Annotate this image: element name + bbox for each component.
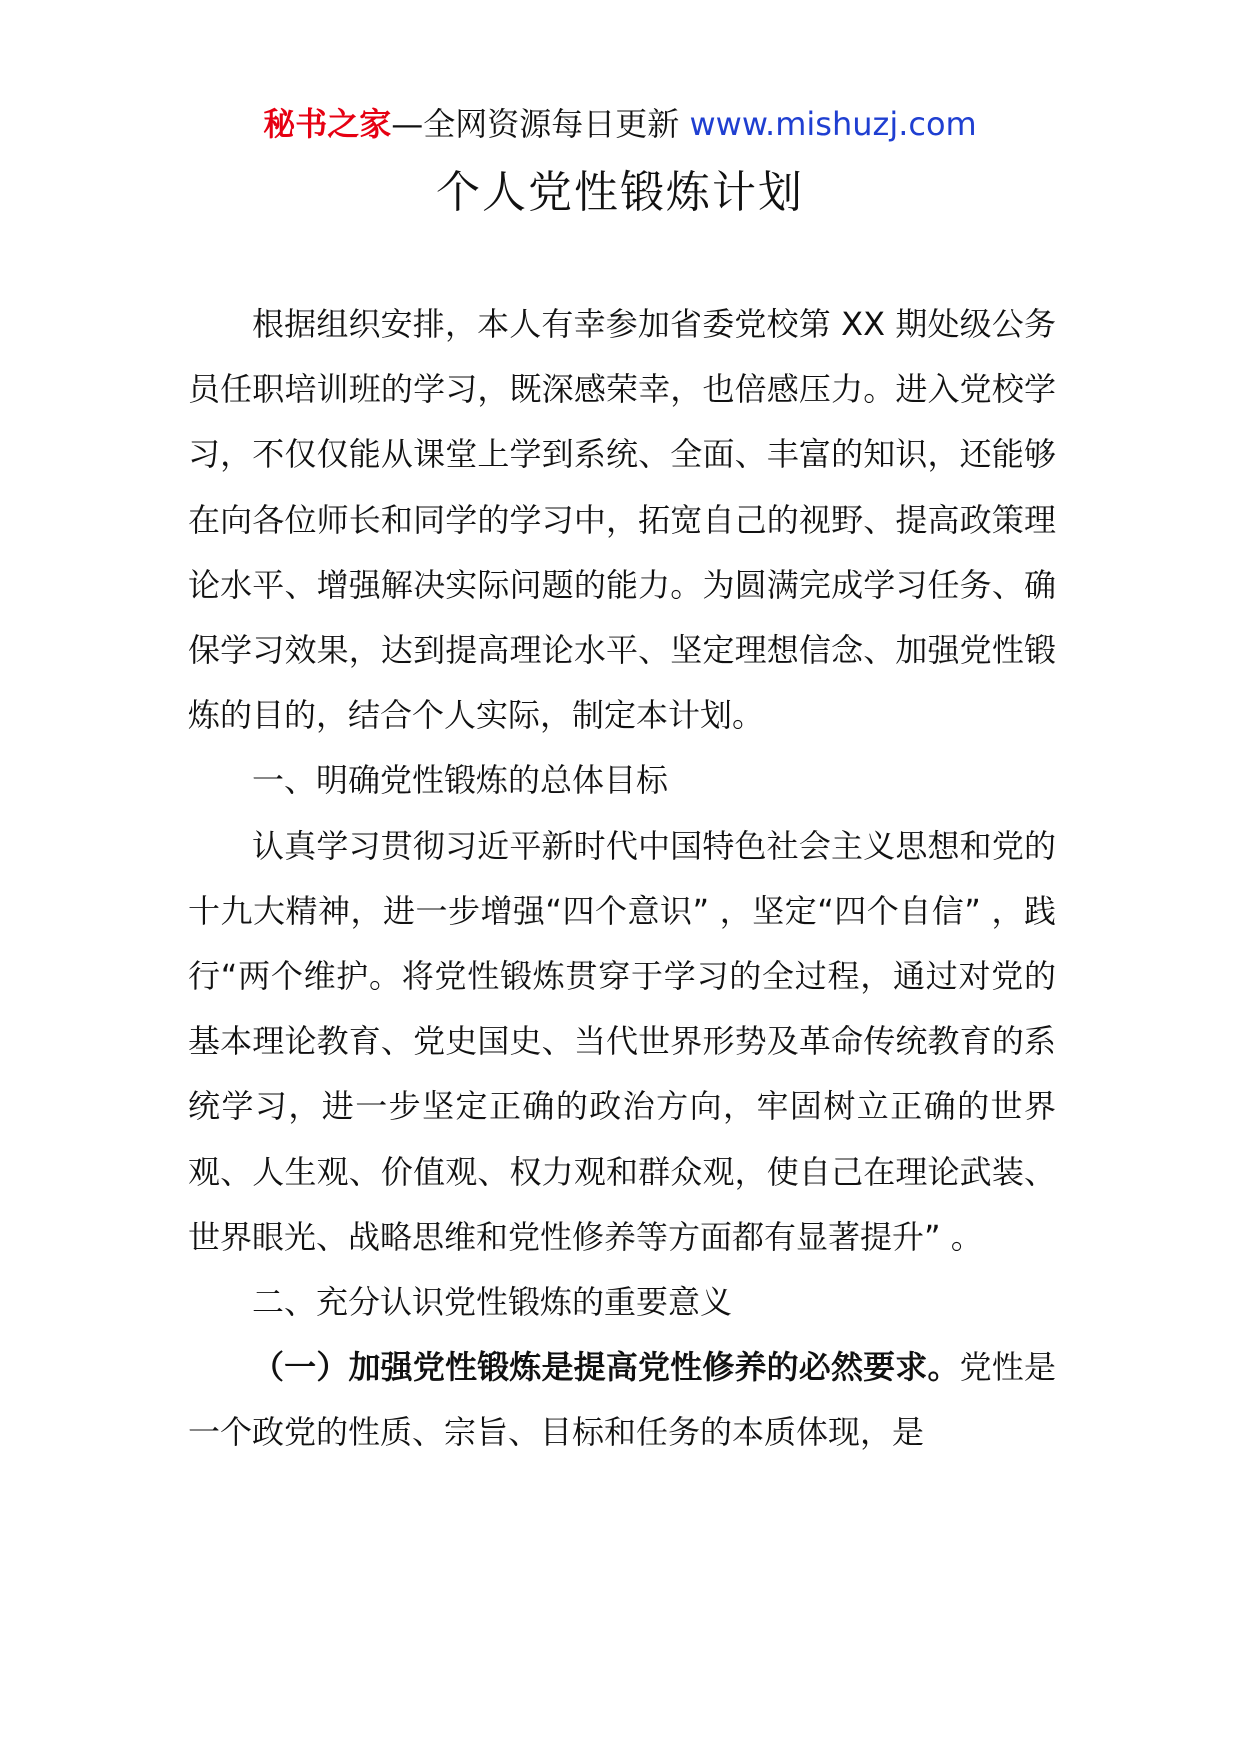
brand-name: 秘书之家 — [263, 105, 392, 143]
document-title: 个人党性锻炼计划 — [436, 167, 804, 218]
subsection-1-text: 党性是一个政党的性质、宗旨、目标和任务的本质体现，是 — [188, 1348, 1056, 1452]
goal-paragraph: 认真学习贯彻习近平新时代中国特色社会主义思想和党的十九大精神，进一步增强“四个意识” ，坚定“四个自信” ，践行“两个维护。将党性锻炼贯穿于学习的全过程，通过对党的基本理论教育、党史国史、当代世界形势及革命传统教育的系统学习，进一步坚定正确的政治方向，牢固树立正确的世界观、人生观、价值观、权力观和群众观，使自己在理论武装、世界眼光、战略思维和党性修养等方面都有显著提升” 。 — [188, 826, 1056, 1256]
header-slogan: —全网资源每日更新 — [391, 105, 680, 143]
intro-paragraph: 根据组织安排，本人有幸参加省委党校第 XX 期处级公务员任职培训班的学习，既深感荣幸，也倍感压力。进入党校学习，不仅仅能从课堂上学到系统、全面、丰富的知识，还能够在向各位师长和同学的学习中，拓宽自己的视野、提高政策理论水平、增强解决实际问题的能力。为圆满完成学习任务、确保学习效果，达到提高理论水平、坚定理想信念、加强党性锻炼的目的，结合个人实际，制定本计划。 — [188, 305, 1056, 735]
document-body — [188, 292, 1056, 1466]
section-heading-2: 二、充分认识党性锻炼的重要意义 — [252, 1283, 733, 1322]
site-header — [0, 100, 1240, 148]
subsection-1-lead: （一）加强党性锻炼是提高党性修养的必然要求。 — [252, 1348, 960, 1387]
subsection-1-paragraph — [188, 1335, 1056, 1465]
section-heading-1: 一、明确党性锻炼的总体目标 — [252, 761, 669, 800]
site-url[interactable]: www.mishuzj.com — [689, 105, 977, 143]
